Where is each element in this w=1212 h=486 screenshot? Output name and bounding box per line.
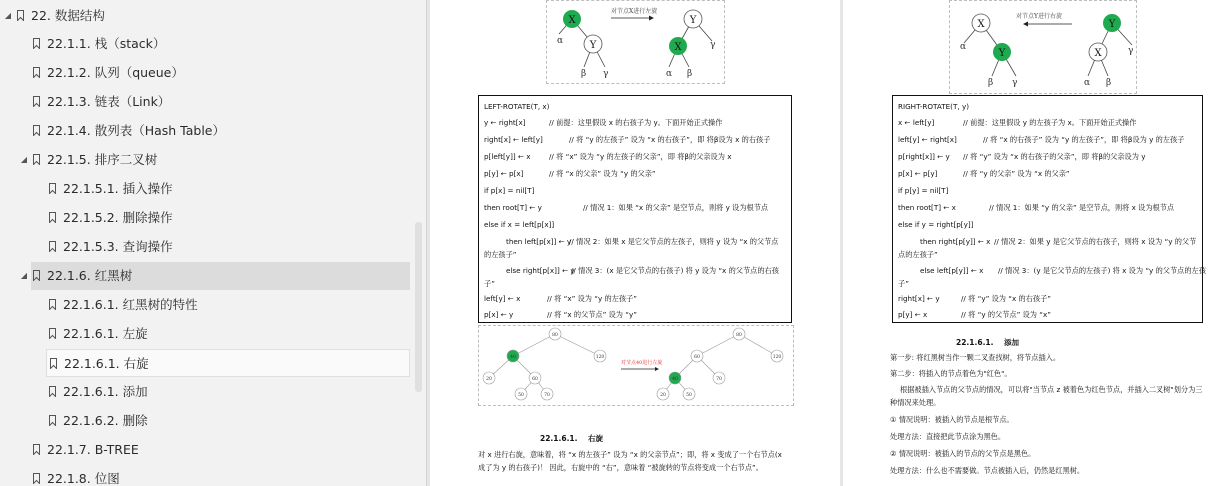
- sidebar-item-label: 22.1.6. 红黑树: [47, 268, 133, 283]
- tree-node-label: 50: [686, 392, 692, 398]
- tree-node-label: 70: [544, 392, 550, 398]
- body-text-line: 成了为 y 的右孩子)！ 因此，右旋中的 “右”，意味着 “被旋转的节点将变成一个右节点”。: [478, 463, 763, 472]
- tree-node-label: 60: [694, 354, 700, 360]
- sidebar-item-label: 22.1.6.1. 右旋: [64, 356, 149, 371]
- code-line: else if x = left[p[x]]: [484, 220, 555, 229]
- code-line: else if y = right[p[y]]: [898, 220, 974, 229]
- code-title: LEFT-ROTATE(T, x): [484, 102, 550, 111]
- svg-text:β: β: [1106, 78, 1112, 88]
- code-comment: // 将 “y 的父亲” 设为 “x 的父亲”: [963, 169, 1070, 178]
- code-line: p[y] ← x: [898, 310, 928, 319]
- sidebar-item-label: 22.1.6.1. 红黑树的特性: [63, 297, 198, 312]
- svg-text:Y: Y: [689, 15, 697, 26]
- code-line: else left[p[y]] ← x: [920, 266, 984, 275]
- sidebar-item-label: 22.1.3. 链表（Link）: [47, 94, 171, 109]
- svg-text:α: α: [557, 36, 564, 46]
- svg-text:γ: γ: [1128, 46, 1134, 56]
- tree-node-label: 70: [716, 376, 722, 382]
- code-comment: // 情况 3：(y 是它父节点的左孩子) 将 x 设为 “y 的父节点的左孩: [998, 266, 1206, 275]
- tree-node-label: 120: [595, 354, 605, 360]
- body-text-line: 处理方法：什么也不需要做。节点被插入后，仍然是红黑树。: [890, 466, 1085, 475]
- sidebar-item-label: 22.1.7. B-TREE: [47, 442, 139, 457]
- code-line: if p[y] = nil[T]: [898, 186, 949, 195]
- svg-text:Y: Y: [1108, 19, 1116, 30]
- code-line: if p[x] = nil[T]: [484, 186, 535, 195]
- code-line: p[left[y]] ← x: [484, 152, 531, 161]
- tree-node-label: 20: [660, 392, 666, 398]
- sidebar-item-label: 22.1.2. 队列（queue）: [47, 65, 184, 80]
- document-page-right: [843, 0, 1212, 486]
- code-line: else right[p[x]] ← y: [506, 266, 575, 275]
- sidebar-item[interactable]: [0, 320, 410, 348]
- svg-text:α: α: [666, 69, 673, 79]
- bookmark-sidebar: [0, 0, 427, 486]
- svg-text:对节点Y进行右旋: 对节点Y进行右旋: [1016, 13, 1062, 20]
- sidebar-item-label: 22.1.1. 栈（stack）: [47, 36, 166, 51]
- sidebar-item[interactable]: [46, 349, 410, 377]
- code-line: p[y] ← p[x]: [484, 169, 524, 178]
- section-heading-right-rotate: 22.1.6.1. 右旋: [540, 434, 603, 443]
- code-line: right[x] ← left[y]: [484, 135, 543, 144]
- svg-text:X: X: [977, 19, 985, 30]
- bookmark-icon: [33, 473, 40, 484]
- section-heading-add: 22.1.6.1. 添加: [956, 338, 1019, 347]
- left-rotate-example-figure: [478, 325, 794, 406]
- svg-text:Y: Y: [589, 40, 597, 51]
- svg-text:γ: γ: [710, 40, 716, 50]
- body-text-line: 第一步: 将红黑树当作一颗二叉查找树，将节点插入。: [890, 353, 1061, 362]
- bookmark-icon: [49, 415, 56, 426]
- sidebar-item[interactable]: [0, 436, 410, 464]
- bookmark-icon: [49, 386, 56, 397]
- right-rotate-code-block: [892, 95, 1206, 323]
- expand-toggle-icon[interactable]: ◢: [4, 11, 12, 20]
- bookmark-icon: [33, 67, 40, 78]
- sidebar-item[interactable]: [0, 88, 410, 116]
- tree-node-label: 50: [518, 392, 524, 398]
- code-comment: // 前提：这里假设 y 的左孩子为 x。下面开始正式操作: [963, 118, 1137, 127]
- bookmark-icon: [49, 299, 56, 310]
- sidebar-item[interactable]: [0, 30, 410, 58]
- tree-node-label: 80: [552, 332, 558, 338]
- bookmark-icon: [33, 38, 40, 49]
- code-line: then root[T] ← y: [484, 203, 542, 212]
- bookmark-icon: [49, 241, 56, 252]
- sidebar-item-label: 22. 数据结构: [31, 8, 105, 23]
- code-line: y ← right[x]: [484, 118, 526, 127]
- code-comment: // 将 “x 的父节点” 设为 “y”: [547, 310, 637, 319]
- sidebar-item-label: 22.1.6.1. 添加: [63, 384, 148, 399]
- tree-node-label: 40: [510, 354, 516, 360]
- svg-text:对节点X进行左旋: 对节点X进行左旋: [611, 8, 658, 15]
- svg-text:X: X: [568, 15, 576, 26]
- sidebar-item[interactable]: [0, 117, 410, 145]
- body-text-line: 第二步：将插入的节点着色为"红色"。: [890, 369, 1012, 378]
- code-comment: // 将 “x 的右孩子” 设为 “y 的左孩子”，即 将β设为 y 的左孩子: [983, 135, 1185, 144]
- code-comment: // 情况 2：如果 x 是它父节点的左孩子，则将 y 设为 “x 的父节点: [569, 237, 779, 246]
- svg-text:β: β: [581, 69, 587, 79]
- sidebar-item[interactable]: [0, 146, 410, 174]
- body-text-line: ① 情况说明：被插入的节点是根节点。: [890, 415, 1014, 424]
- code-line: p[x] ← y: [484, 310, 514, 319]
- code-line: x ← left[y]: [898, 118, 935, 127]
- bookmark-icon: [50, 358, 57, 369]
- tree-node-label: 40: [672, 376, 678, 382]
- code-line: then left[p[x]] ← y: [506, 237, 572, 246]
- code-comment: // 将 “x 的父亲” 设为 “y 的父亲”: [549, 169, 656, 178]
- code-comment: // 情况 3：(x 是它父节点的右孩子) 将 y 设为 “x 的父节点的右孩: [571, 266, 779, 275]
- svg-text:Y: Y: [998, 48, 1006, 59]
- bookmark-icon: [33, 96, 40, 107]
- code-line: right[x] ← y: [898, 294, 940, 303]
- svg-text:α: α: [1084, 78, 1091, 88]
- sidebar-item[interactable]: [0, 204, 410, 232]
- left-rotate-example-diagram: [479, 326, 793, 405]
- code-comment: // 将 “x” 设为 “y 的左孩子的父亲”，即 将β的父亲设为 x: [549, 152, 732, 161]
- bookmark-icon: [49, 183, 56, 194]
- code-line: left[y] ← right[x]: [898, 135, 957, 144]
- svg-text:γ: γ: [1012, 78, 1018, 88]
- bookmark-icon: [33, 125, 40, 136]
- sidebar-item-label: 22.1.4. 散列表（Hash Table）: [47, 123, 225, 138]
- code-comment: // 情况 1：如果 “x 的父亲” 是空节点，则将 y 设为根节点: [583, 203, 769, 212]
- body-text-line: 根据被插入节点的父节点的情况，可以将"当节点 z 被着色为红色节点，并插入二叉树"划分为三: [900, 385, 1203, 394]
- bookmark-icon: [33, 154, 40, 165]
- sidebar-item-label: 22.1.5.3. 查询操作: [63, 239, 173, 254]
- tree-node-label: 80: [736, 332, 742, 338]
- sidebar-item-label: 22.1.8. 位图: [47, 471, 120, 486]
- code-line: then right[p[y]] ← x: [920, 237, 991, 246]
- code-line: then root[T] ← x: [898, 203, 956, 212]
- svg-text:X: X: [1094, 48, 1102, 59]
- bookmark-icon: [17, 10, 24, 21]
- sidebar-item[interactable]: [0, 233, 410, 261]
- sidebar-item-label: 22.1.6.1. 左旋: [63, 326, 148, 341]
- code-comment: // 将 “y” 设为 “x 的右孩子的父亲”，即 将β的父亲设为 y: [963, 152, 1146, 161]
- svg-text:β: β: [687, 69, 693, 79]
- bookmark-icon: [49, 328, 56, 339]
- tree-node-label: 20: [486, 376, 492, 382]
- left-rotate-figure: [546, 0, 725, 84]
- svg-text:α: α: [960, 42, 967, 52]
- code-line: 子”: [484, 279, 495, 288]
- code-comment: // 将 “y” 设为 “x 的右孩子”: [961, 294, 1051, 303]
- left-rotate-diagram: [547, 1, 724, 83]
- sidebar-item[interactable]: [0, 175, 410, 203]
- code-comment: // 前提：这里假设 x 的右孩子为 y。下面开始正式操作: [549, 118, 723, 127]
- code-comment: // 情况 1：如果 “y 的父亲” 是空节点，则将 x 设为根节点: [989, 203, 1175, 212]
- code-comment: // 将 “y 的左孩子” 设为 “x 的右孩子”，即 将β设为 x 的右孩子: [569, 135, 771, 144]
- code-line: left[y] ← x: [484, 294, 521, 303]
- sidebar-item[interactable]: [0, 407, 410, 435]
- right-rotate-figure: [949, 0, 1137, 94]
- body-text-line: 对 x 进行右旋，意味着，将 “x 的左孩子” 设为 “x 的父亲节点”；即，将 x 变成了一个右节点(x: [478, 450, 782, 459]
- body-text-line: 处理方法：直接把此节点涂为黑色。: [890, 432, 1006, 441]
- sidebar-item[interactable]: [0, 378, 410, 406]
- code-comment: // 将 “x” 设为 “y 的左孩子”: [547, 294, 637, 303]
- svg-text:β: β: [988, 78, 994, 88]
- sidebar-item[interactable]: [20, 262, 410, 290]
- sidebar-item[interactable]: [0, 465, 410, 486]
- sidebar-item-label: 22.1.5.2. 删除操作: [63, 210, 173, 225]
- bookmark-icon: [33, 444, 40, 455]
- tree-node-label: 120: [772, 354, 782, 360]
- code-line: p[x] ← p[y]: [898, 169, 938, 178]
- code-line: p[right[x]] ← y: [898, 152, 950, 161]
- code-comment: // 将 “y 的父节点” 设为 “x”: [961, 310, 1051, 319]
- sidebar-item[interactable]: [0, 2, 410, 30]
- code-comment: // 情况 2：如果 y 是它父节点的右孩子，则将 x 设为 “y 的父节: [994, 237, 1197, 246]
- expand-toggle-icon[interactable]: ◢: [20, 155, 28, 164]
- sidebar-item-label: 22.1.5. 排序二叉树: [47, 152, 158, 167]
- bookmark-icon: [49, 212, 56, 223]
- right-rotate-diagram: [950, 1, 1136, 93]
- svg-text:γ: γ: [603, 69, 609, 79]
- tree-node-label: 60: [532, 376, 538, 382]
- svg-text:X: X: [674, 42, 682, 53]
- sidebar-item-label: 22.1.5.1. 插入操作: [63, 181, 173, 196]
- bookmark-icon: [33, 270, 40, 281]
- body-text-line: ② 情况说明：被插入的节点的父节点是黑色。: [890, 449, 1036, 458]
- body-text-line: 种情况来处理。: [890, 398, 941, 407]
- document-page-left: [430, 0, 840, 486]
- expand-toggle-icon[interactable]: ◢: [20, 271, 28, 280]
- code-line: 点的左孩子”: [898, 250, 938, 259]
- left-rotate-code-block: [478, 95, 792, 323]
- sidebar-scrollbar[interactable]: [415, 222, 422, 392]
- code-title: RIGHT-ROTATE(T, y): [898, 102, 970, 111]
- sidebar-item[interactable]: [0, 291, 410, 319]
- code-line: 的左孩子”: [484, 250, 517, 259]
- sidebar-item[interactable]: [0, 59, 410, 87]
- sidebar-item-label: 22.1.6.2. 删除: [63, 413, 148, 428]
- svg-text:对节点40进行左旋: 对节点40进行左旋: [621, 360, 663, 366]
- code-line: 子”: [898, 279, 909, 288]
